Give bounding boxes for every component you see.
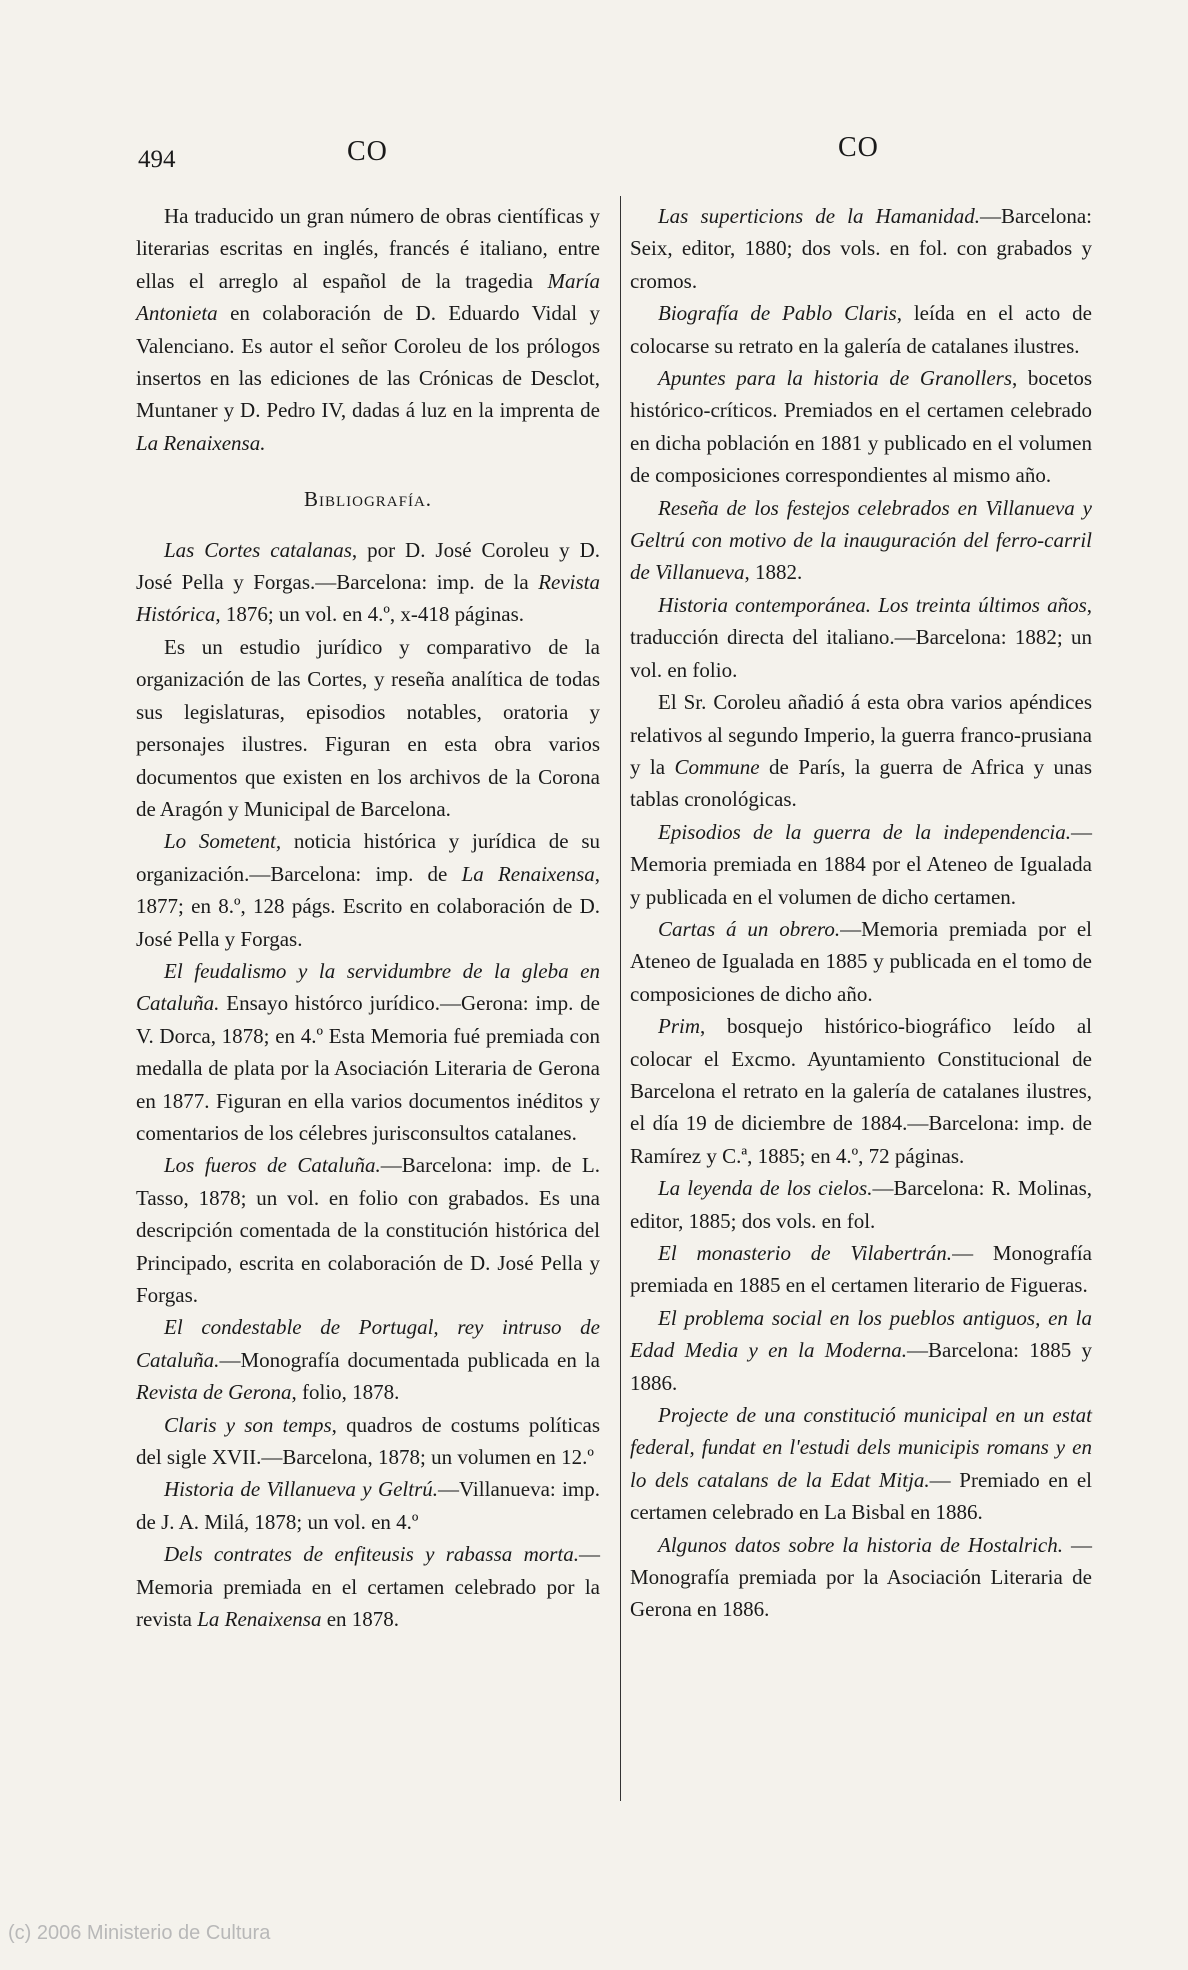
bibliography-entry: Lo Sometent, noticia histórica y jurídica de su organización.—Barcelona: imp. de La Renaixensa, 1877; en 8.º, 128 págs. Escrito en colaboración de D. José Pella y Forgas.: [136, 829, 600, 951]
running-head-left: CO: [347, 136, 388, 167]
bibliography-entry: Cartas á un obrero.—Memoria premiada por el Ateneo de Igualada en 1885 y publicada en el tomo de composiciones de dicho año.: [630, 916, 1093, 1006]
bibliography-entry: Episodios de la guerra de la independencia.— Memoria premiada en 1884 por el Ateneo de Igualada y publicada en el volumen de dicho certamen.: [630, 819, 1092, 909]
bibliography-entry: El problema social en los pueblos antiguos, en la Edad Media y en la Moderna.—Barcelona: 1885 y 1886.: [630, 1305, 1092, 1395]
bibliography-entry: Historia de Villanueva y Geltrú.—Villanueva: imp. de J. A. Milá, 1878; un vol. en 4.º: [136, 1477, 600, 1534]
bibliography-entry: Apuntes para la historia de Granollers, bocetos histórico-críticos. Premiados en el certamen celebrado en dicha población en 1881 y publicado en el volumen de composiciones correspondientes al mismo año.: [630, 366, 1092, 488]
right-column: [630, 200, 1092, 1626]
bibliography-heading: Bibliografía.: [303, 487, 433, 512]
bibliography-entry: El condestable de Portugal, rey intruso de Cataluña.—Monografía documentada publicada en la Revista de Gerona, folio, 1878.: [136, 1315, 600, 1405]
bibliography-entry: Dels contrates de enfiteusis y rabassa morta.— Memoria premiada en el certamen celebrado por la revista La Renaixensa en 1878.: [136, 1542, 600, 1632]
bibliography-entry: Historia contemporánea. Los treinta últimos años, traducción directa del italiano.—Barcelona: 1882; un vol. en folio.: [630, 592, 1092, 682]
biography-paragraph: Ha traducido un gran número de obras científicas y literarias escritas en inglés, francés é italiano, entre ellas el arreglo al español de la tragedia María Antonieta en colaboración de D. Eduardo Vidal y Valenciano. Es autor el señor Coroleu de los prólogos insertos en las ediciones de las Crónicas de Desclot, Muntaner y D. Pedro IV, dadas á luz en la imprenta de La Renaixensa.: [136, 204, 600, 455]
entry-description: El Sr. Coroleu añadió á esta obra varios apéndices relativos al segundo Imperio, la guerra franco-prusiana y la Commune de París, la guerra de Africa y unas tablas cronológicas.: [630, 690, 1093, 812]
bibliography-entry: Algunos datos sobre la historia de Hostalrich. —Monografía premiada por la Asociación Literaria de Gerona en 1886.: [630, 1532, 1092, 1622]
bibliography-entry: Prim, bosquejo histórico-biográfico leído al colocar el Excmo. Ayuntamiento Constitucional de Barcelona el retrato en la galería de catalanes ilustres, el día 19 de diciembre de 1884.—Barcelona: imp. de Ramírez y C.ª, 1885; en 4.º, 72 páginas.: [630, 1014, 1092, 1168]
column-divider: [620, 196, 621, 1801]
bibliography-entry: Claris y son temps, quadros de costums políticas del sigle XVII.—Barcelona, 1878; un volumen en 12.º: [136, 1412, 600, 1470]
bibliography-entry: El feudalismo y la servidumbre de la gleba en Cataluña. Ensayo histórco jurídico.—Gerona: imp. de V. Dorca, 1878; en 4.º Esta Memoria fué premiada con medalla de plata por la Asociación Literaria de Gerona en 1877. Figuran en ella varios documentos inéditos y comentarios de los célebres jurisconsultos catalanes.: [136, 958, 600, 1145]
page-header: [0, 132, 1188, 172]
bibliography-entry: La leyenda de los cielos.—Barcelona: R. Molinas, editor, 1885; dos vols. en fol.: [630, 1176, 1092, 1233]
bibliography-entry: Reseña de los festejos celebrados en Villanueva y Geltrú con motivo de la inauguración del ferro-carril de Villanueva, 1882.: [630, 495, 1092, 585]
copyright-watermark: (c) 2006 Ministerio de Cultura: [8, 1922, 271, 1944]
entry-description: Es un estudio jurídico y comparativo de la organización de las Cortes, y reseña analítica de todas sus legislaturas, episodios notables, oratoria y personajes ilustres. Figuran en esta obra varios documentos que existen en los archivos de la Corona de Aragón y Municipal de Barcelona.: [136, 634, 600, 821]
running-head-right: CO: [838, 132, 879, 163]
left-column: [136, 200, 600, 1635]
bibliography-entry: Las superticions de la Hamanidad.—Barcelona: Seix, editor, 1880; dos vols. en fol. con grabados y cromos.: [630, 204, 1092, 293]
page-number: 494: [138, 146, 176, 173]
bibliography-entry: Biografía de Pablo Claris, leída en el acto de colocarse su retrato en la galería de catalanes ilustres.: [630, 301, 1092, 358]
bibliography-entry: El monasterio de Vilabertrán.— Monografía premiada en 1885 en el certamen literario de Figueras.: [630, 1241, 1092, 1298]
bibliography-entry: Projecte de una constitució municipal en un estat federal, fundat en l'estudi dels municipis romans y en lo dels catalans de la Edat Mitja.— Premiado en el certamen celebrado en La Bisbal en 1886.: [630, 1403, 1092, 1525]
bibliography-entry: Los fueros de Cataluña.—Barcelona: imp. de L. Tasso, 1878; un vol. en folio con grabados. Es una descripción comentada de la constitución histórica del Principado, escrita en colaboración de D. José Pella y Forgas.: [136, 1153, 600, 1307]
bibliography-entry: Las Cortes catalanas, por D. José Coroleu y D. José Pella y Forgas.—Barcelona: imp. de la Revista Histórica, 1876; un vol. en 4.º, x-418 páginas.: [136, 537, 600, 627]
